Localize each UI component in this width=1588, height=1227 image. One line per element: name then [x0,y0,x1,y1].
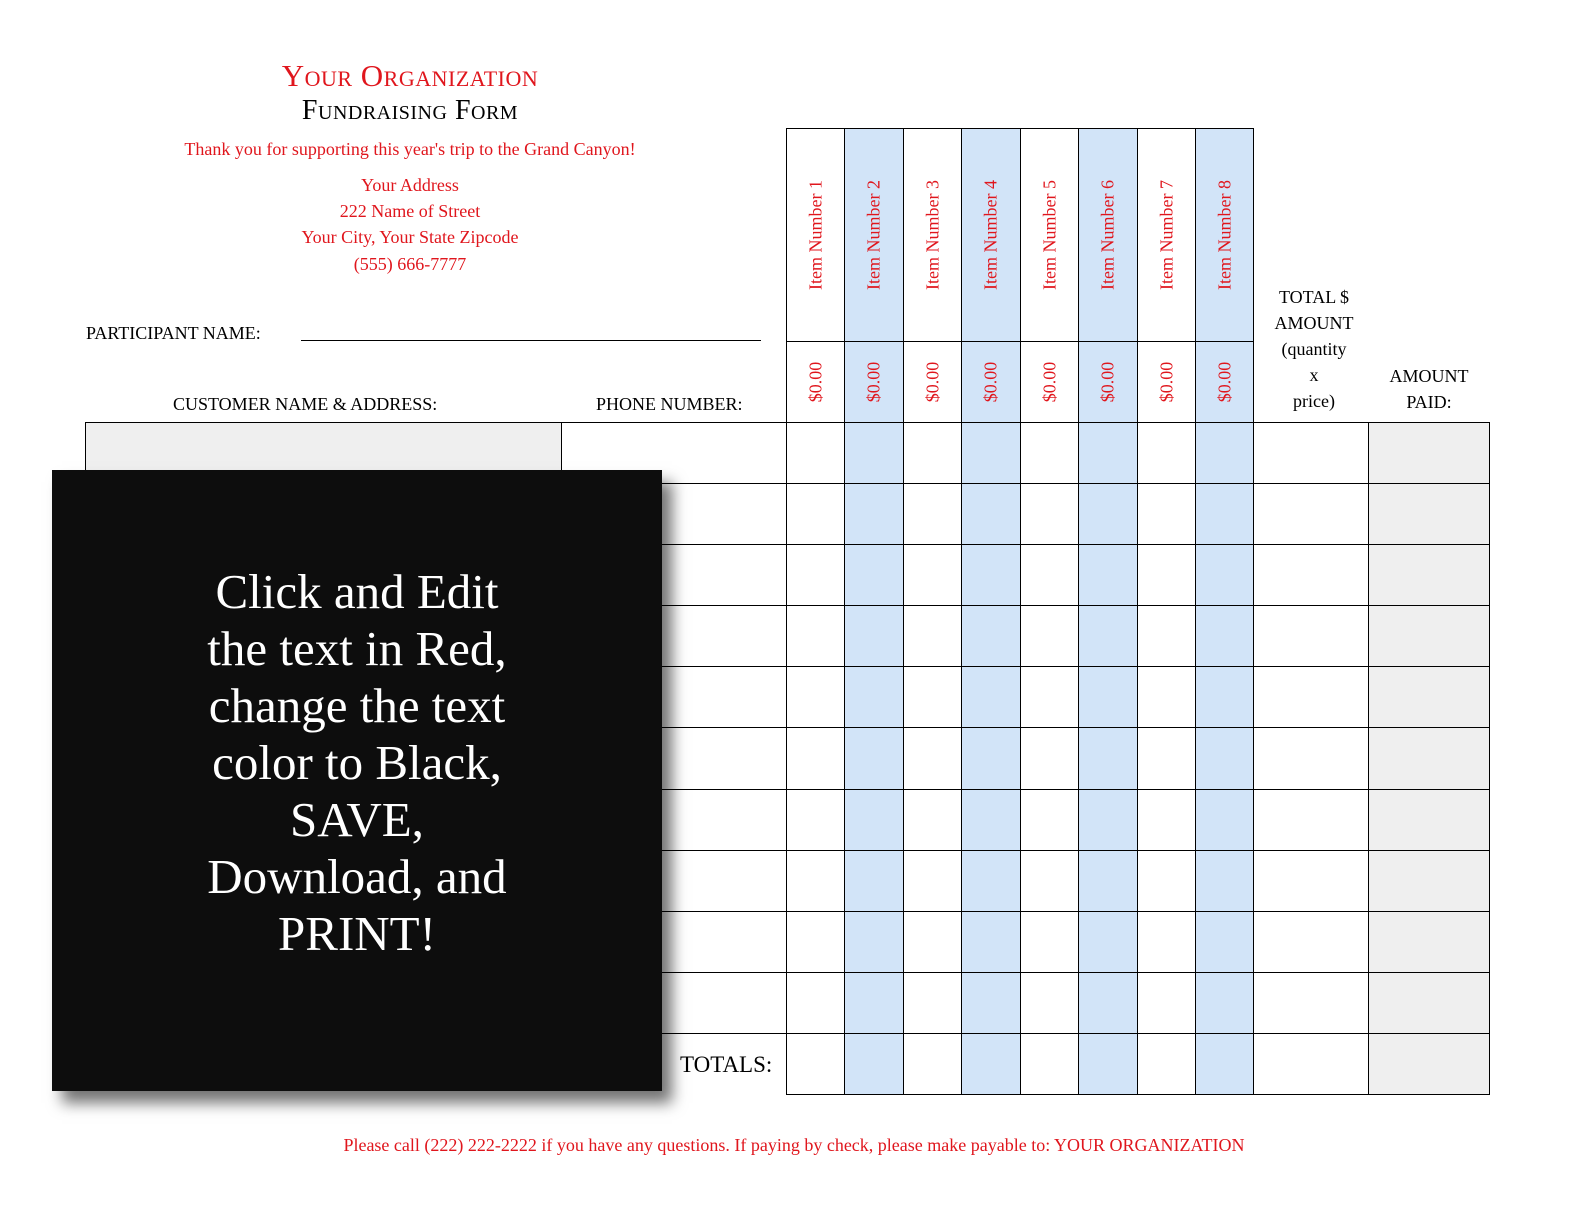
quantity-cell[interactable] [786,422,845,484]
quantity-cell[interactable] [1078,483,1138,545]
total-quantity-cell[interactable] [1195,1033,1254,1095]
amount-paid-cell[interactable] [1368,972,1490,1034]
phone-number-label: PHONE NUMBER: [596,394,743,414]
quantity-cell[interactable] [961,666,1021,728]
item-name-header-2[interactable] [844,128,904,342]
total-amount-line-2: AMOUNT [1274,313,1354,333]
quantity-cell[interactable] [786,483,845,545]
total-quantity-cell[interactable] [786,1033,845,1095]
total-amount-line-4: x [1309,365,1319,385]
quantity-cell[interactable] [786,544,845,606]
quantity-cell[interactable] [1195,789,1254,851]
total-amount-cell[interactable] [1253,727,1369,790]
item-name-label: Item Number 7 [1156,180,1176,290]
quantity-cell[interactable] [844,422,904,484]
item-price-header-4[interactable] [961,341,1021,423]
amount-paid-cell[interactable] [1368,911,1490,973]
participant-name-line[interactable] [301,340,761,341]
quantity-cell[interactable] [961,727,1021,790]
instruction-text [52,563,662,962]
total-amount-cell[interactable] [1253,911,1369,973]
item-price-header-6[interactable] [1078,341,1138,423]
quantity-cell[interactable] [1137,666,1196,728]
quantity-cell[interactable] [1020,911,1079,973]
quantity-cell[interactable] [1020,422,1079,484]
total-amount-line-3: (quantity [1281,339,1347,359]
quantity-cell[interactable] [1137,789,1196,851]
quantity-cell[interactable] [1195,850,1254,912]
quantity-cell[interactable] [961,483,1021,545]
amount-paid-cell[interactable] [1368,605,1490,667]
quantity-cell[interactable] [903,422,962,484]
quantity-cell[interactable] [1195,483,1254,545]
item-price-header-2[interactable] [844,341,904,423]
item-price-label: $0.00 [805,361,825,403]
quantity-cell[interactable] [844,850,904,912]
quantity-cell[interactable] [1137,727,1196,790]
organization-name: Your Organization [281,58,539,93]
item-name-header-8[interactable] [1195,128,1254,342]
quantity-cell[interactable] [1137,483,1196,545]
quantity-cell[interactable] [1020,972,1079,1034]
quantity-cell[interactable] [903,972,962,1034]
quantity-cell[interactable] [786,666,845,728]
item-name-label: Item Number 6 [1097,180,1118,290]
quantity-cell[interactable] [844,483,904,545]
item-name-label: Item Number 1 [805,180,825,290]
item-price-label: $0.00 [922,361,942,403]
item-name-header-5[interactable] [1020,128,1079,342]
instruction-line-1: Click and Edit [215,564,499,619]
quantity-cell[interactable] [1195,422,1254,484]
total-amount-header [1256,284,1372,414]
quantity-cell[interactable] [1020,850,1079,912]
grand-total-amount-cell[interactable] [1253,1033,1369,1095]
address-line-2: 222 Name of Street [339,201,481,221]
address-line-1: Your Address [361,175,459,195]
item-name-header-4[interactable] [961,128,1021,342]
item-name-label: Item Number 5 [1039,180,1059,290]
quantity-cell[interactable] [1137,422,1196,484]
total-amount-cell[interactable] [1253,544,1369,606]
form-title: Fundraising Form [301,95,519,126]
quantity-cell[interactable] [844,544,904,606]
quantity-cell[interactable] [903,666,962,728]
amount-paid-cell[interactable] [1368,789,1490,851]
quantity-cell[interactable] [1020,544,1079,606]
total-quantity-cell[interactable] [903,1033,962,1095]
amount-paid-cell[interactable] [1368,850,1490,912]
item-price-label: $0.00 [863,361,884,403]
total-quantity-cell[interactable] [1020,1033,1079,1095]
item-name-label: Item Number 8 [1214,180,1234,290]
quantity-cell[interactable] [1195,544,1254,606]
total-amount-line-1: TOTAL $ [1278,287,1350,307]
item-price-label: $0.00 [1039,361,1059,403]
quantity-cell[interactable] [786,789,845,851]
quantity-cell[interactable] [1195,911,1254,973]
quantity-cell[interactable] [1195,727,1254,790]
quantity-cell[interactable] [1078,727,1138,790]
quantity-cell[interactable] [1020,666,1079,728]
amount-paid-cell[interactable] [1368,666,1490,728]
footer-note: Please call (222) 222-2222 if you have any questions. If paying by check, please make payable to: YOUR ORGANIZATION [343,1135,1245,1155]
amount-paid-cell[interactable] [1368,483,1490,545]
quantity-cell[interactable] [961,850,1021,912]
quantity-cell[interactable] [1020,727,1079,790]
quantity-cell[interactable] [1020,605,1079,667]
total-amount-cell[interactable] [1253,422,1369,484]
quantity-cell[interactable] [844,666,904,728]
quantity-cell[interactable] [786,850,845,912]
total-amount-cell[interactable] [1253,605,1369,667]
quantity-cell[interactable] [1137,911,1196,973]
grand-amount-paid-cell[interactable] [1368,1033,1490,1095]
item-name-header-7[interactable] [1137,128,1196,342]
amount-paid-line-2: PAID: [1406,392,1452,412]
quantity-cell[interactable] [1078,422,1138,484]
quantity-cell[interactable] [1137,972,1196,1034]
amount-paid-cell[interactable] [1368,422,1490,484]
item-price-label: $0.00 [980,361,1001,403]
item-name-label: Item Number 2 [863,180,884,290]
quantity-cell[interactable] [1195,605,1254,667]
quantity-cell[interactable] [961,911,1021,973]
instruction-line-5: SAVE, [290,792,424,847]
instruction-line-3: change the text [208,678,506,733]
item-name-header-1[interactable] [786,128,845,342]
item-price-header-7[interactable] [1137,341,1196,423]
instruction-line-2: the text in Red, [207,621,507,676]
quantity-cell[interactable] [786,605,845,667]
participant-name-label: PARTICIPANT NAME: [86,323,261,343]
item-price-label: $0.00 [1097,361,1118,403]
amount-paid-line-1: AMOUNT [1389,366,1469,386]
quantity-cell[interactable] [903,727,962,790]
quantity-cell[interactable] [961,422,1021,484]
instruction-line-7: PRINT! [278,906,436,961]
address-phone: (555) 666-7777 [353,254,467,274]
quantity-cell[interactable] [961,605,1021,667]
total-amount-cell[interactable] [1253,666,1369,728]
total-amount-cell[interactable] [1253,850,1369,912]
amount-paid-cell[interactable] [1368,544,1490,606]
total-quantity-cell[interactable] [961,1033,1021,1095]
item-price-header-3[interactable] [903,341,962,423]
quantity-cell[interactable] [1137,605,1196,667]
quantity-cell[interactable] [1020,483,1079,545]
instruction-line-6: Download, and [207,849,507,904]
item-price-label: $0.00 [1156,361,1176,403]
quantity-cell[interactable] [1078,666,1138,728]
quantity-cell[interactable] [1078,972,1138,1034]
amount-paid-header [1369,363,1489,415]
total-quantity-cell[interactable] [1078,1033,1138,1095]
quantity-cell[interactable] [961,544,1021,606]
quantity-cell[interactable] [1137,544,1196,606]
item-price-header-1[interactable] [786,341,845,423]
total-quantity-cell[interactable] [844,1033,904,1095]
totals-label: TOTALS: [680,1052,773,1077]
quantity-cell[interactable] [786,972,845,1034]
quantity-cell[interactable] [1195,972,1254,1034]
quantity-cell[interactable] [1078,850,1138,912]
quantity-cell[interactable] [903,789,962,851]
quantity-cell[interactable] [1078,605,1138,667]
total-quantity-cell[interactable] [1137,1033,1196,1095]
quantity-cell[interactable] [1020,789,1079,851]
total-amount-cell[interactable] [1253,789,1369,851]
customer-name-label: CUSTOMER NAME & ADDRESS: [173,394,438,414]
quantity-cell[interactable] [1137,850,1196,912]
quantity-cell[interactable] [786,727,845,790]
quantity-cell[interactable] [903,605,962,667]
quantity-cell[interactable] [903,483,962,545]
thank-you-message: Thank you for supporting this year's trip to the Grand Canyon! [184,139,636,159]
quantity-cell[interactable] [903,911,962,973]
quantity-cell[interactable] [961,789,1021,851]
quantity-cell[interactable] [903,850,962,912]
item-price-header-5[interactable] [1020,341,1079,423]
quantity-cell[interactable] [1078,789,1138,851]
item-name-label: Item Number 4 [980,180,1001,290]
quantity-cell[interactable] [844,972,904,1034]
instruction-line-4: color to Black, [212,735,502,790]
quantity-cell[interactable] [1195,666,1254,728]
quantity-cell[interactable] [844,727,904,790]
quantity-cell[interactable] [1078,911,1138,973]
quantity-cell[interactable] [844,789,904,851]
address-line-3: Your City, Your State Zipcode [301,227,519,247]
item-price-label: $0.00 [1214,361,1234,403]
item-name-label: Item Number 3 [922,180,942,290]
quantity-cell[interactable] [961,972,1021,1034]
total-amount-cell[interactable] [1253,483,1369,545]
quantity-cell[interactable] [844,605,904,667]
quantity-cell[interactable] [786,911,845,973]
total-amount-line-5: price) [1293,391,1335,411]
item-name-header-6[interactable] [1078,128,1138,342]
item-price-header-8[interactable] [1195,341,1254,423]
amount-paid-cell[interactable] [1368,727,1490,790]
quantity-cell[interactable] [844,911,904,973]
total-amount-cell[interactable] [1253,972,1369,1034]
quantity-cell[interactable] [903,544,962,606]
item-name-header-3[interactable] [903,128,962,342]
quantity-cell[interactable] [1078,544,1138,606]
